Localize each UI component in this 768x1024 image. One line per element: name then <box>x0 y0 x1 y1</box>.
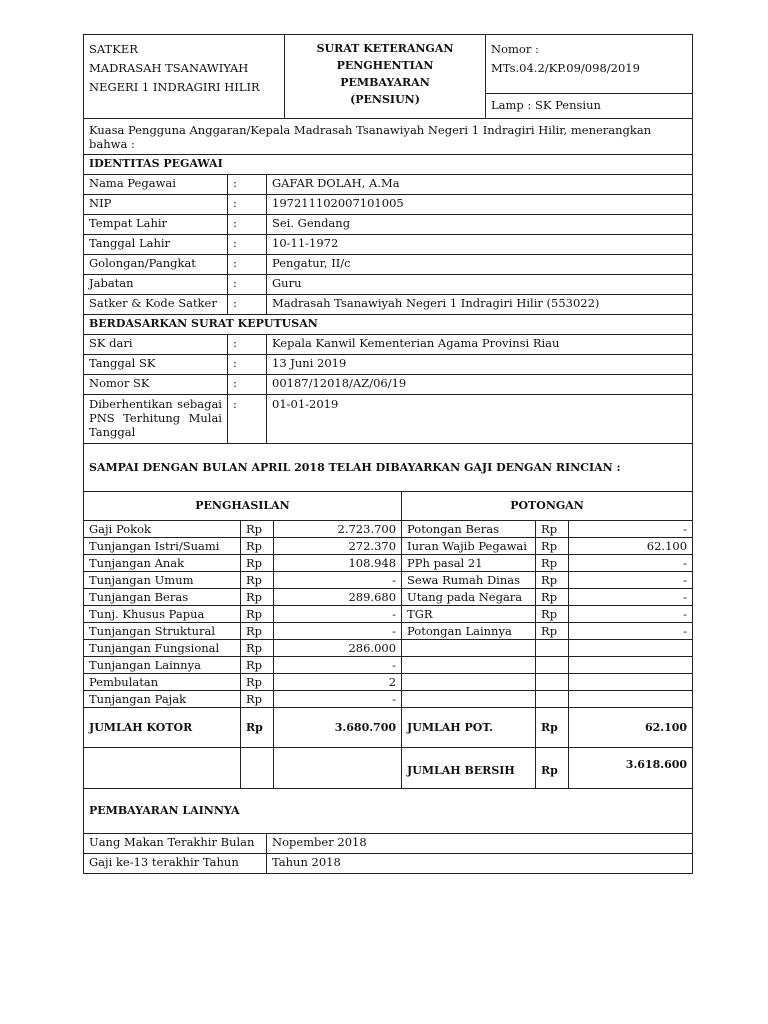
jumlah-bersih-rp: Rp <box>536 748 569 789</box>
penghasilan-header: PENGHASILAN <box>84 492 402 521</box>
deduction-label: Sewa Rumah Dinas <box>402 572 536 589</box>
income-rp: Rp <box>241 538 274 555</box>
field-label: Tempat Lahir <box>84 215 228 235</box>
title-block <box>285 35 486 119</box>
field-value-diberhentikan: 01-01-2019 <box>267 395 693 444</box>
field-label: Tanggal Lahir <box>84 235 228 255</box>
deduction-label: Utang pada Negara <box>402 589 536 606</box>
jumlah-bersih-label: JUMLAH BERSIH <box>402 748 536 789</box>
jumlah-pot-label: JUMLAH POT. <box>402 708 536 748</box>
income-value: - <box>274 623 402 640</box>
satker-block <box>84 35 285 119</box>
income-rp: Rp <box>241 572 274 589</box>
document <box>83 34 692 874</box>
income-label: Tunj. Khusus Papua <box>84 606 241 623</box>
income-label: Tunjangan Struktural <box>84 623 241 640</box>
deduction-label: PPh pasal 21 <box>402 555 536 572</box>
title-line1: SURAT KETERANGAN <box>316 42 454 55</box>
income-rp: Rp <box>241 623 274 640</box>
field-label: Nomor SK <box>84 375 228 395</box>
deduction-label: Iuran Wajib Pegawai <box>402 538 536 555</box>
income-rp: Rp <box>241 521 274 538</box>
field-value-nip: 197211102007101005 <box>267 195 693 215</box>
deduction-rp: Rp <box>536 623 569 640</box>
deduction-value <box>569 691 693 708</box>
income-label: Tunjangan Pajak <box>84 691 241 708</box>
deduction-label: TGR <box>402 606 536 623</box>
lainnya-table <box>83 788 693 874</box>
income-label: Tunjangan Beras <box>84 589 241 606</box>
deduction-label <box>402 691 536 708</box>
deduction-value: - <box>569 572 693 589</box>
deduction-rp <box>536 691 569 708</box>
income-value: 108.948 <box>274 555 402 572</box>
deduction-rp: Rp <box>536 572 569 589</box>
field-sep: : <box>228 175 267 195</box>
deduction-rp: Rp <box>536 555 569 572</box>
deduction-label <box>402 640 536 657</box>
field-value-satker: Madrasah Tsanawiyah Negeri 1 Indragiri Hilir (553022) <box>267 295 693 315</box>
income-label: Tunjangan Umum <box>84 572 241 589</box>
deduction-label: Potongan Beras <box>402 521 536 538</box>
satker-label: SATKER <box>89 42 138 56</box>
deduction-rp: Rp <box>536 589 569 606</box>
field-sep: : <box>228 255 267 275</box>
field-label: Satker & Kode Satker <box>84 295 228 315</box>
field-sep: : <box>228 295 267 315</box>
field-value-tanggal-sk: 13 Juni 2019 <box>267 355 693 375</box>
income-value: 289.680 <box>274 589 402 606</box>
income-value: - <box>274 606 402 623</box>
field-sep: : <box>228 355 267 375</box>
field-value-tempat-lahir: Sei. Gendang <box>267 215 693 235</box>
identity-table <box>83 118 693 492</box>
field-sep: : <box>228 195 267 215</box>
diberhentikan-line3: Tanggal <box>89 425 136 439</box>
header-table <box>83 34 693 119</box>
field-label: SK dari <box>84 335 228 355</box>
deduction-value <box>569 640 693 657</box>
income-rp: Rp <box>241 674 274 691</box>
income-label: Tunjangan Anak <box>84 555 241 572</box>
income-value: - <box>274 691 402 708</box>
income-value: 286.000 <box>274 640 402 657</box>
jumlah-pot-value: 62.100 <box>569 708 693 748</box>
field-sep: : <box>228 395 267 444</box>
income-value: 2.723.700 <box>274 521 402 538</box>
empty-cell <box>274 748 402 789</box>
diberhentikan-line1: Diberhentikan sebagai <box>89 397 222 411</box>
nomor-value: MTs.04.2/KP.09/098/2019 <box>491 61 640 75</box>
income-value: - <box>274 572 402 589</box>
deduction-label: Potongan Lainnya <box>402 623 536 640</box>
diberhentikan-line2: PNS Terhitung Mulai <box>89 411 222 425</box>
income-rp: Rp <box>241 606 274 623</box>
keputusan-heading: BERDASARKAN SURAT KEPUTUSAN <box>84 315 693 335</box>
deduction-value: - <box>569 589 693 606</box>
field-sep: : <box>228 335 267 355</box>
income-label: Tunjangan Istri/Suami <box>84 538 241 555</box>
field-value-nama: GAFAR DOLAH, A.Ma <box>267 175 693 195</box>
lainnya-heading: PEMBAYARAN LAINNYA <box>84 789 693 834</box>
field-value-jabatan: Guru <box>267 275 693 295</box>
deduction-rp <box>536 674 569 691</box>
field-label: Golongan/Pangkat <box>84 255 228 275</box>
empty-cell <box>241 748 274 789</box>
income-label: Tunjangan Fungsional <box>84 640 241 657</box>
intro-text: Kuasa Pengguna Anggaran/Kepala Madrasah Tsanawiyah Negeri 1 Indragiri Hilir, menerangkan bahwa : <box>84 119 693 155</box>
field-sep: : <box>228 215 267 235</box>
jumlah-kotor-value: 3.680.700 <box>274 708 402 748</box>
field-label: Jabatan <box>84 275 228 295</box>
deduction-value <box>569 657 693 674</box>
field-value-sk-dari: Kepala Kanwil Kementerian Agama Provinsi Riau <box>267 335 693 355</box>
field-value-nomor-sk: 00187/12018/AZ/06/19 <box>267 375 693 395</box>
potongan-header: POTONGAN <box>402 492 693 521</box>
diberhentikan-label <box>84 395 228 444</box>
deduction-label <box>402 657 536 674</box>
income-label: Gaji Pokok <box>84 521 241 538</box>
title-line2: PENGHENTIAN PEMBAYARAN <box>336 59 434 89</box>
jumlah-kotor-label: JUMLAH KOTOR <box>84 708 241 748</box>
deduction-rp: Rp <box>536 606 569 623</box>
lamp: Lamp : SK Pensiun <box>486 94 693 119</box>
lainnya-label: Uang Makan Terakhir Bulan <box>84 834 267 854</box>
lainnya-label: Gaji ke-13 terakhir Tahun <box>84 854 267 874</box>
deduction-value: - <box>569 623 693 640</box>
income-value: 2 <box>274 674 402 691</box>
satker-line1: MADRASAH TSANAWIYAH <box>89 61 249 75</box>
field-sep: : <box>228 275 267 295</box>
identitas-heading: IDENTITAS PEGAWAI <box>84 155 693 175</box>
empty-cell <box>84 748 241 789</box>
income-rp: Rp <box>241 657 274 674</box>
field-label: NIP <box>84 195 228 215</box>
field-value-golongan: Pengatur, II/c <box>267 255 693 275</box>
deduction-rp <box>536 657 569 674</box>
jumlah-kotor-rp: Rp <box>241 708 274 748</box>
deduction-label <box>402 674 536 691</box>
income-rp: Rp <box>241 691 274 708</box>
satker-line2: NEGERI 1 INDRAGIRI HILIR <box>89 80 260 94</box>
income-value: 272.370 <box>274 538 402 555</box>
income-label: Pembulatan <box>84 674 241 691</box>
rincian-table <box>83 491 693 789</box>
jumlah-pot-rp: Rp <box>536 708 569 748</box>
deduction-rp: Rp <box>536 521 569 538</box>
nomor-block <box>486 35 693 94</box>
income-rp: Rp <box>241 555 274 572</box>
deduction-value <box>569 674 693 691</box>
deduction-rp: Rp <box>536 538 569 555</box>
title-line3: (PENSIUN) <box>350 93 420 106</box>
income-rp: Rp <box>241 640 274 657</box>
deduction-value: - <box>569 555 693 572</box>
field-label: Nama Pegawai <box>84 175 228 195</box>
field-value-tanggal-lahir: 10-11-1972 <box>267 235 693 255</box>
lainnya-value: Nopember 2018 <box>267 834 693 854</box>
deduction-value: - <box>569 606 693 623</box>
field-sep: : <box>228 235 267 255</box>
lainnya-value: Tahun 2018 <box>267 854 693 874</box>
income-value: - <box>274 657 402 674</box>
deduction-value: 62.100 <box>569 538 693 555</box>
income-rp: Rp <box>241 589 274 606</box>
field-sep: : <box>228 375 267 395</box>
field-label: Tanggal SK <box>84 355 228 375</box>
jumlah-bersih-value: 3.618.600 <box>569 748 693 789</box>
deduction-value: - <box>569 521 693 538</box>
deduction-rp <box>536 640 569 657</box>
income-label: Tunjangan Lainnya <box>84 657 241 674</box>
rincian-heading: SAMPAI DENGAN BULAN APRIL 2018 TELAH DIBAYARKAN GAJI DENGAN RINCIAN : <box>84 444 693 492</box>
nomor-label: Nomor : <box>491 42 539 56</box>
